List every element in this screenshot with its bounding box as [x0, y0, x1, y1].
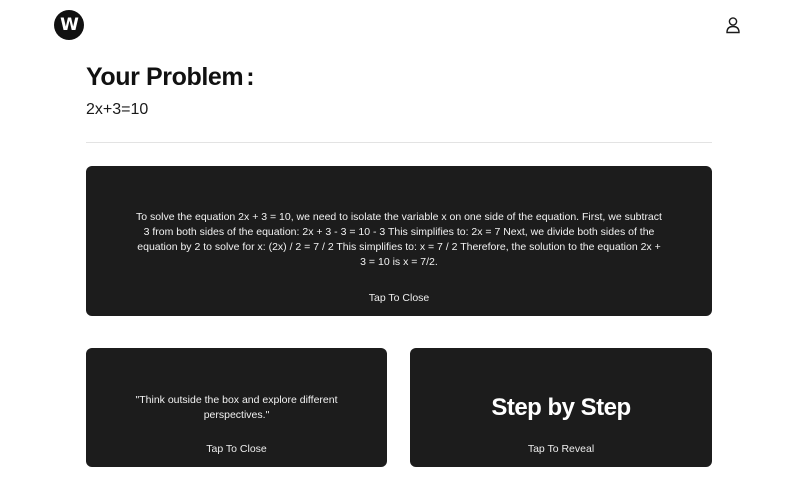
reveal-steps-button[interactable]: Tap To Reveal	[527, 443, 595, 455]
quote-close-button[interactable]: Tap To Close	[206, 443, 267, 455]
quote-text: "Think outside the box and explore different perspectives."	[135, 394, 338, 421]
logo-letter: W	[60, 15, 78, 35]
page-title-text: Your Problem	[86, 63, 244, 91]
problem-equation: 2x+3=10	[86, 101, 149, 118]
page-title	[86, 63, 254, 92]
user-icon[interactable]	[724, 16, 742, 34]
solution-text: To solve the equation 2x + 3 = 10, we need to isolate the variable x on one side of the equation. First, we subtract 3 from both sides of the equation: 2x + 3 - 3 = 10 - 3 This simplifies to: 2x = 7 Next, we divide both sides of the equation by 2 to solve for x: (2x) / 2 = 7 / 2 This simplifies to: x = 7 / 2 Therefore, the solution to the equation 2x + 3 = 10 is x = 7/2.	[136, 211, 662, 268]
divider	[86, 142, 712, 143]
step-by-step-card[interactable]	[410, 348, 712, 467]
solution-card[interactable]	[86, 166, 712, 316]
step-by-step-title: Step by Step	[491, 394, 631, 421]
solution-close-button[interactable]: Tap To Close	[368, 292, 430, 304]
page-title-colon: :	[246, 63, 255, 91]
app-logo[interactable]	[54, 10, 84, 40]
quote-card[interactable]	[86, 348, 387, 467]
